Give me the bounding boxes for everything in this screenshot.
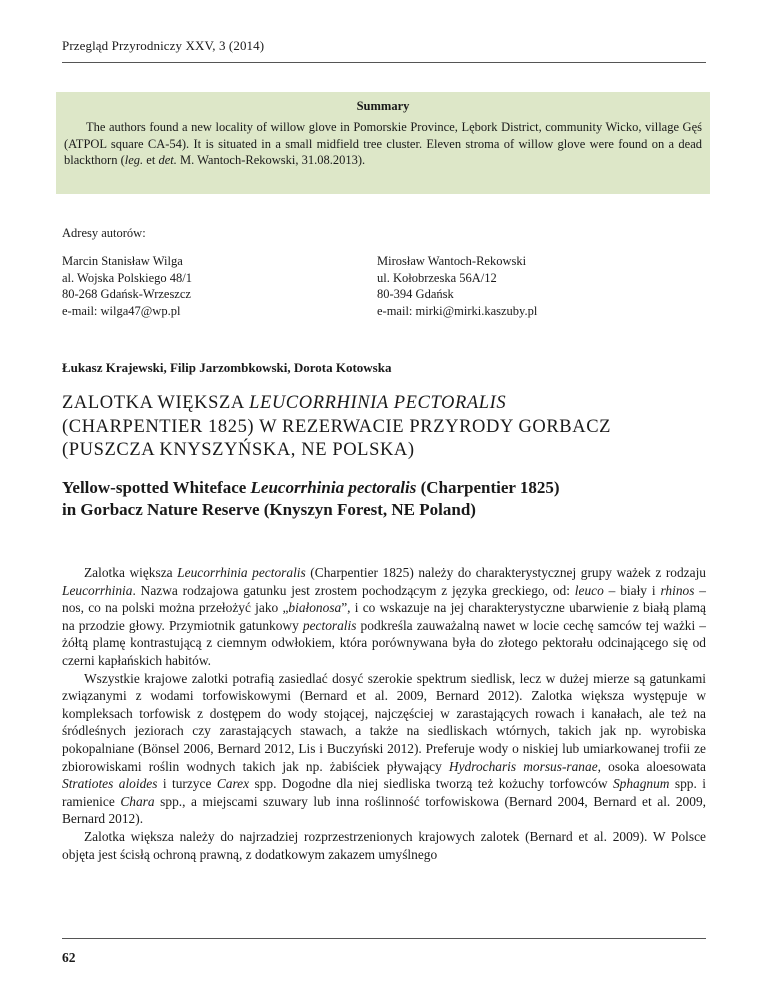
running-head: Przegląd Przyrodniczy XXV, 3 (2014) xyxy=(62,38,265,53)
page-number: 62 xyxy=(62,950,76,965)
paragraph-1: Zalotka większa Leucorrhinia pectoralis (Charpentier 1825) należy do charakterystycznej grupy ważek z rodzaju Leucorrhinia. Nazwa rodzajowa gatunku jest zrostem pochodzącym z języka greckiego, od: leuco – biały i rhinos – nos, co na polski można przełożyć jako „białonosa”, i co wskazuje na jej charakterystyczne ubarwienie z białą plamą na przodzie głowy. Przymiotnik gatunkowy pectoralis podkreśla zauważalną nawet w locie cechę samców tej ważki – żółtą plamę kontrastującą z ciemnym odwłokiem, która porównywana była do złotego pektorału odcinającego się od czerni kapłańskich habitów. xyxy=(62,565,706,668)
article-authors: Łukasz Krajewski, Filip Jarzombkowski, Dorota Kotowska xyxy=(62,360,392,375)
address-left-email: e-mail: wilga47@wp.pl xyxy=(62,303,181,318)
address-right xyxy=(377,253,537,319)
article-title-polish: ZALOTKA WIĘKSZA LEUCORRHINIA PECTORALIS (CHARPENTIER 1825) W REZERWACIE PRZYRODY GORBACZ (PUSZCZA KNYSZYŃSKA, NE POLSKA) xyxy=(62,393,612,460)
article-title-english: Yellow-spotted Whiteface Leucorrhinia pectoralis (Charpentier 1825) in Gorbacz Nature Reserve (Knyszyn Forest, NE Poland) xyxy=(62,478,560,519)
address-left xyxy=(62,253,192,319)
address-left-city: 80-268 Gdańsk-Wrzeszcz xyxy=(62,287,191,301)
paragraph-2: Wszystkie krajowe zalotki potrafią zasiedlać dosyć szerokie spektrum siedlisk, lecz w dużej mierze są gatunkami związanymi z wodami torfowiskowymi (Bernard et al. 2009, Bernard 2012). Zalotka większa występuje w kompleksach torfowisk z dostępem do wody stojącej, najczęściej w zarastających rowach i kanałach, ale też na śródleśnych jeziorach czy zarastających stawach, a także na siedliskach wtórnych, takich jak np. wyrobiska pokopalniane (Bönsel 2006, Bernard 2012, Lis i Buczyński 2012). Preferuje wody o niskiej lub umiarkowanej trofii ze zbiorowiskami roślin wodnych takich jak np. żabiściek pływający Hydrocharis morsus-ranae, osoka aloesowata Stratiotes aloides i turzyce Carex spp. Dogodne dla niej siedliska tworzą też kożuchy torfowców Sphagnum spp. i ramienice Chara spp., a miejscami szuwary lub inna roślinność torfowiskowa (Bernard 2004, Bernard et al. 2009, Bernard 2012). xyxy=(62,670,706,827)
address-right-street: ul. Kołobrzeska 56A/12 xyxy=(377,270,497,285)
address-left-street: al. Wojska Polskiego 48/1 xyxy=(62,270,193,285)
summary-box xyxy=(56,92,710,194)
paragraph-3: Zalotka większa należy do najrzadziej rozprzestrzenionych krajowych zalotek (Bernard et al. 2009). W Polsce objęta jest ścisłą ochroną prawną, z dodatkowym zakazem umyślnego xyxy=(62,828,706,862)
summary-title: Summary xyxy=(356,99,410,113)
footer-rule xyxy=(62,938,706,939)
header-rule xyxy=(62,62,706,63)
address-right-email: e-mail: mirki@mirki.kaszuby.pl xyxy=(377,303,538,318)
addresses-label: Adresy autorów: xyxy=(62,226,146,240)
address-right-city: 80-394 Gdańsk xyxy=(377,287,454,301)
summary-text: The authors found a new locality of willow glove in Pomorskie Province, Lębork District, community Wicko, village Gęś (ATPOL square CA-54). It is situated in a small midfield tree cluster. Eleven stroma of willow glove were found on a dead blackthorn (leg. et det. M. Wantoch-Rekowski, 31.08.2013). xyxy=(64,120,702,167)
address-left-name: Marcin Stanisław Wilga xyxy=(62,254,183,268)
address-right-name: Mirosław Wantoch-Rekowski xyxy=(377,254,527,268)
article-body xyxy=(62,564,706,863)
